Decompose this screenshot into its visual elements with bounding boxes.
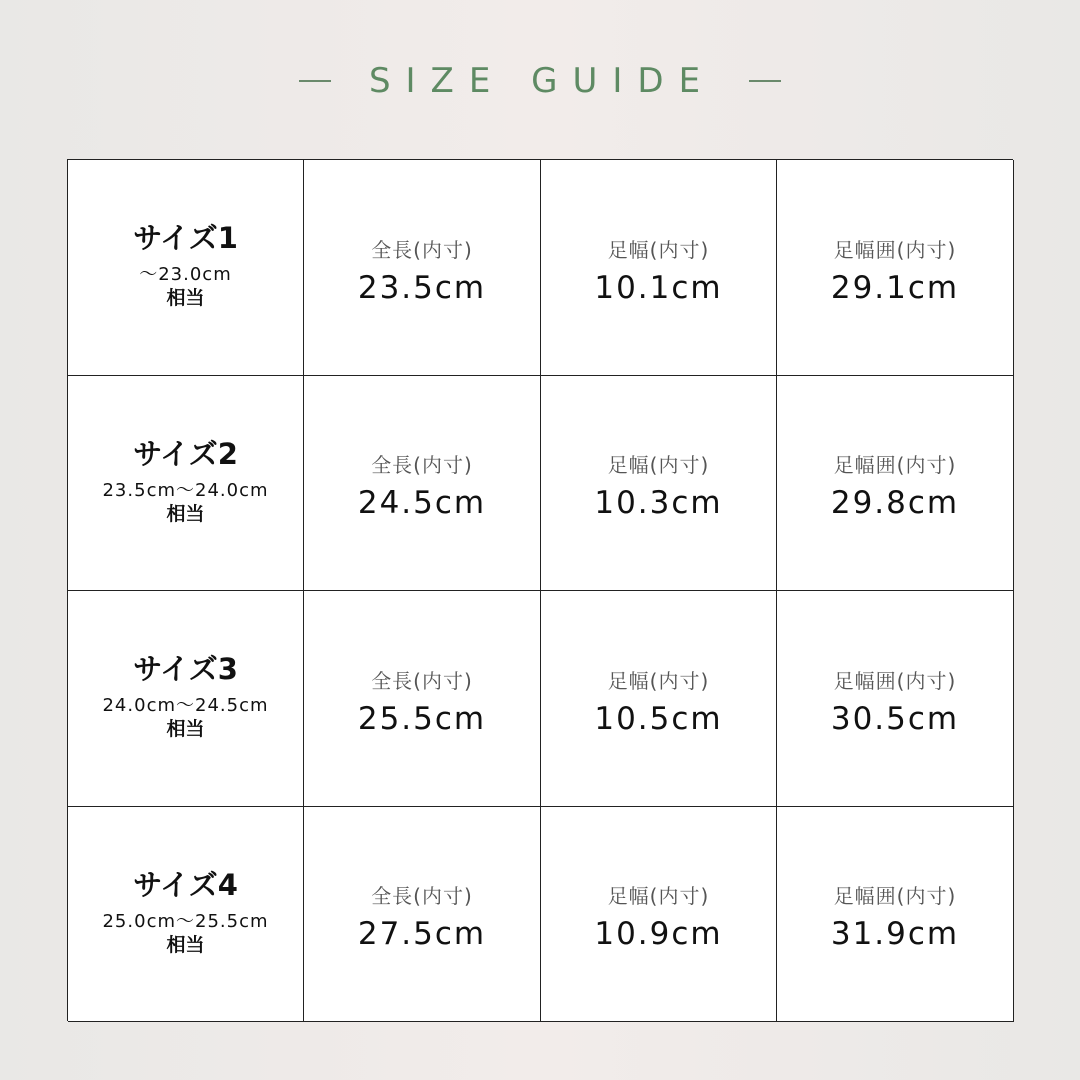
measure-label: 全長(内寸) [371, 237, 473, 262]
size-guide-header [0, 58, 1080, 104]
size-equiv: 相当 [166, 502, 205, 525]
measure-cell-width [541, 591, 777, 807]
size-cell-1 [68, 160, 304, 376]
measure-value: 29.8cm [830, 485, 960, 521]
measure-label: 全長(内寸) [371, 453, 473, 477]
measure-cell-width [541, 376, 777, 591]
size-cell-4 [68, 807, 304, 1022]
size-name: サイズ2 [133, 436, 238, 471]
measure-value: 25.5cm [357, 700, 487, 737]
measure-cell-girth [777, 591, 1014, 807]
size-range: 〜23.0cm [139, 264, 232, 285]
measure-cell-girth [777, 807, 1014, 1022]
size-equiv: 相当 [166, 933, 205, 956]
measure-label: 足幅(内寸) [607, 453, 710, 477]
size-name: サイズ3 [133, 652, 238, 686]
measure-value: 31.9cm [830, 916, 960, 952]
measure-label: 足幅囲(内寸) [833, 884, 957, 908]
size-table [67, 159, 1013, 1021]
measure-label: 足幅(内寸) [607, 237, 710, 262]
measure-value: 29.1cm [830, 269, 960, 306]
measure-cell-length [304, 160, 541, 376]
size-range: 25.0cm〜25.5cm [102, 910, 269, 932]
measure-cell-girth [777, 376, 1014, 591]
size-range: 23.5cm〜24.0cm [102, 479, 269, 501]
size-name: サイズ4 [133, 867, 238, 902]
title-dash-right [749, 80, 781, 82]
measure-cell-length [304, 807, 541, 1022]
measure-label: 足幅囲(内寸) [833, 453, 957, 477]
size-equiv: 相当 [166, 718, 205, 740]
measure-label: 全長(内寸) [371, 668, 473, 693]
size-cell-2 [68, 376, 304, 591]
measure-label: 足幅(内寸) [607, 668, 710, 693]
measure-label: 全長(内寸) [371, 884, 473, 908]
measure-cell-width [541, 160, 777, 376]
measure-label: 足幅囲(内寸) [833, 668, 957, 693]
measure-value: 23.5cm [357, 269, 487, 306]
measure-value: 10.1cm [594, 269, 723, 306]
measure-value: 27.5cm [357, 916, 487, 952]
measure-cell-girth [777, 160, 1014, 376]
size-cell-3 [68, 591, 304, 807]
size-equiv: 相当 [166, 287, 205, 309]
size-range: 24.0cm〜24.5cm [102, 695, 269, 716]
measure-label: 足幅囲(内寸) [833, 237, 957, 262]
measure-value: 10.5cm [594, 700, 723, 737]
size-name: サイズ1 [133, 221, 238, 255]
measure-cell-length [304, 591, 541, 807]
measure-label: 足幅(内寸) [607, 884, 710, 908]
title-dash-left [299, 80, 331, 82]
measure-value: 24.5cm [357, 485, 487, 521]
measure-cell-width [541, 807, 777, 1022]
measure-cell-length [304, 376, 541, 591]
measure-value: 10.9cm [594, 916, 723, 952]
measure-value: 10.3cm [594, 485, 723, 521]
measure-value: 30.5cm [830, 700, 960, 737]
page-title: SIZE GUIDE [368, 61, 716, 101]
